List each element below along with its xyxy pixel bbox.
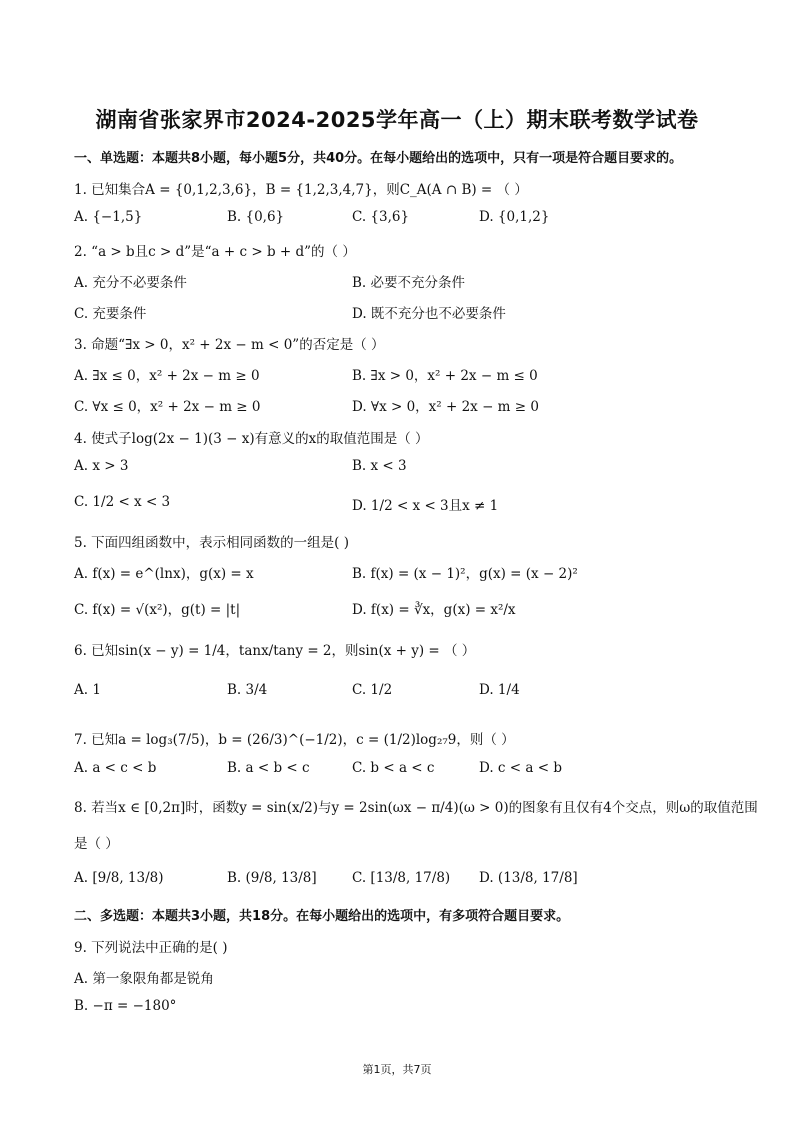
q7-option-c: C. b < a < c [352, 760, 435, 776]
q8-option-c: C. [13/8, 17/8) [352, 870, 451, 886]
q4-option-b: B. x < 3 [352, 458, 407, 474]
question-8: 8. 若当x ∈ [0,2π]时，函数y = sin(x/2)与y = 2sin(ωx − π/4)(ω > 0)的图象有且仅有4个交点，则ω的取值范围 [74, 800, 758, 816]
q2-option-c: C. 充要条件 [74, 306, 147, 322]
q7-option-d: D. c < a < b [479, 760, 562, 776]
q5-option-d: D. f(x) = ∛x，g(x) = x²/x [352, 602, 516, 618]
q6-option-b: B. 3/4 [227, 682, 268, 698]
question-2: 2. “a > b且c > d”是“a + c > b + d”的（ ） [74, 244, 356, 260]
question-6: 6. 已知sin(x − y) = 1/4，tanx/tany = 2，则sin(x + y) = （ ） [74, 643, 476, 659]
question-8-continued: 是（ ） [74, 836, 119, 852]
q5-option-a: A. f(x) = e^(lnx)，g(x) = x [74, 566, 254, 582]
q9-option-a: A. 第一象限角都是锐角 [74, 971, 214, 987]
q2-option-b: B. 必要不充分条件 [352, 275, 466, 291]
q9-option-b: B. −π = −180° [74, 998, 177, 1014]
q3-option-c: C. ∀x ≤ 0，x² + 2x − m ≥ 0 [74, 399, 261, 415]
question-1: 1. 已知集合A = {0,1,2,3,6}，B = {1,2,3,4,7}，则C_A(A ∩ B) = （ ） [74, 182, 528, 198]
q3-option-d: D. ∀x > 0，x² + 2x − m ≥ 0 [352, 399, 539, 415]
q8-option-b: B. (9/8, 13/8] [227, 870, 317, 886]
section-heading-multi-choice: 二、多选题：本题共3小题，共18分。在每小题给出的选项中，有多项符合题目要求。 [74, 909, 570, 924]
q3-option-b: B. ∃x > 0，x² + 2x − m ≤ 0 [352, 368, 538, 384]
q1-option-a: A. {−1,5} [74, 209, 143, 225]
q7-option-a: A. a < c < b [74, 760, 157, 776]
question-3: 3. 命题“∃x > 0，x² + 2x − m < 0”的否定是（ ） [74, 337, 385, 353]
q6-option-d: D. 1/4 [479, 682, 520, 698]
q2-option-a: A. 充分不必要条件 [74, 275, 187, 291]
q1-option-c: C. {3,6} [352, 209, 410, 225]
q6-option-a: A. 1 [74, 682, 101, 698]
section-heading-single-choice: 一、单选题：本题共8小题，每小题5分，共40分。在每小题给出的选项中，只有一项是符合题目要求的。 [74, 151, 683, 166]
q7-option-b: B. a < b < c [227, 760, 310, 776]
q4-option-a: A. x > 3 [74, 458, 129, 474]
page-footer: 第1页，共7页 [362, 1063, 432, 1076]
q4-option-c: C. 1/2 < x < 3 [74, 494, 171, 510]
q2-option-d: D. 既不充分也不必要条件 [352, 306, 506, 322]
q4-option-d: D. 1/2 < x < 3且x ≠ 1 [352, 498, 499, 514]
question-4: 4. 使式子log(2x − 1)(3 − x)有意义的x的取值范围是（ ） [74, 431, 429, 447]
q6-option-c: C. 1/2 [352, 682, 393, 698]
question-5: 5. 下面四组函数中，表示相同函数的一组是( ) [74, 535, 349, 551]
question-9: 9. 下列说法中正确的是( ) [74, 940, 228, 956]
q1-option-b: B. {0,6} [227, 209, 285, 225]
question-7: 7. 已知a = log₃(7/5)，b = (26/3)^(−1/2)，c = (1/2)log₂₇9，则（ ） [74, 732, 515, 748]
q5-option-b: B. f(x) = (x − 1)²，g(x) = (x − 2)² [352, 566, 578, 582]
page-title: 湖南省张家界市2024-2025学年高一（上）期末联考数学试卷 [95, 108, 699, 132]
q3-option-a: A. ∃x ≤ 0，x² + 2x − m ≥ 0 [74, 368, 260, 384]
q8-option-d: D. (13/8, 17/8] [479, 870, 578, 886]
q1-option-d: D. {0,1,2} [479, 209, 550, 225]
q8-option-a: A. [9/8, 13/8) [74, 870, 164, 886]
q5-option-c: C. f(x) = √(x²)，g(t) = |t| [74, 602, 241, 618]
